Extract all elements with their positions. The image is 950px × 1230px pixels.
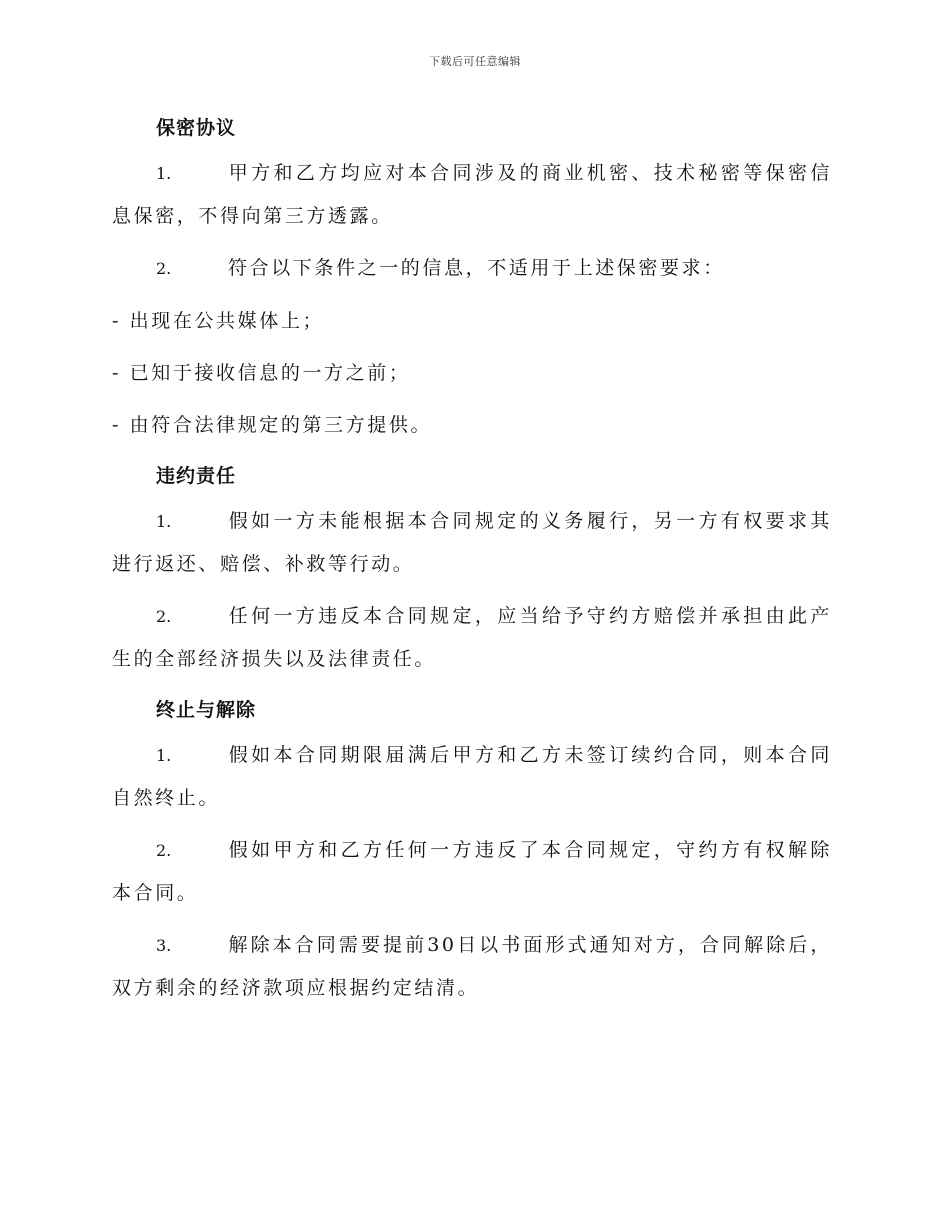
section-title-liability: 违约责任 bbox=[156, 465, 237, 487]
clause-paragraph bbox=[112, 595, 832, 680]
section-title-confidentiality: 保密协议 bbox=[156, 117, 237, 139]
clause-text: 甲方和乙方均应对本合同涉及的商业机密、技术秘密等保密信息保密，不得向第三方透露。 bbox=[112, 162, 832, 227]
clause-text: 假如甲方和乙方任何一方违反了本合同规定，守约方有权解除本合同。 bbox=[112, 839, 832, 904]
clause-paragraph bbox=[112, 247, 832, 290]
clause-paragraph bbox=[112, 829, 832, 914]
clause-number: 1. bbox=[156, 512, 172, 531]
clause-number: 3. bbox=[156, 936, 172, 955]
list-item: - 出现在公共媒体上； bbox=[112, 310, 325, 332]
clause-number: 2. bbox=[156, 259, 172, 278]
clause-text: 假如本合同期限届满后甲方和乙方未签订续约合同，则本合同自然终止。 bbox=[112, 744, 832, 809]
clause-paragraph bbox=[112, 500, 832, 585]
clause-text: 任何一方违反本合同规定，应当给予守约方赔偿并承担由此产生的全部经济损失以及法律责任。 bbox=[112, 605, 832, 670]
section-title-termination: 终止与解除 bbox=[156, 699, 257, 721]
clause-paragraph bbox=[112, 924, 832, 1009]
clause-text: 符合以下条件之一的信息，不适用于上述保密要求： bbox=[228, 257, 725, 279]
clause-paragraph bbox=[112, 152, 832, 237]
clause-number: 2. bbox=[156, 607, 172, 626]
clause-number: 1. bbox=[156, 746, 172, 765]
clause-text: 解除本合同需要提前30日以书面形式通知对方，合同解除后，双方剩余的经济款项应根据约定结清。 bbox=[112, 934, 832, 999]
clause-number: 1. bbox=[156, 164, 172, 183]
list-item: - 已知于接收信息的一方之前； bbox=[112, 362, 411, 384]
list-item: - 由符合法律规定的第三方提供。 bbox=[112, 414, 433, 436]
clause-text: 假如一方未能根据本合同规定的义务履行，另一方有权要求其进行返还、赔偿、补救等行动。 bbox=[112, 510, 832, 575]
page-header-note: 下载后可任意编辑 bbox=[429, 55, 521, 68]
clause-number: 2. bbox=[156, 841, 172, 860]
document-body bbox=[112, 108, 832, 1019]
clause-paragraph bbox=[112, 734, 832, 819]
